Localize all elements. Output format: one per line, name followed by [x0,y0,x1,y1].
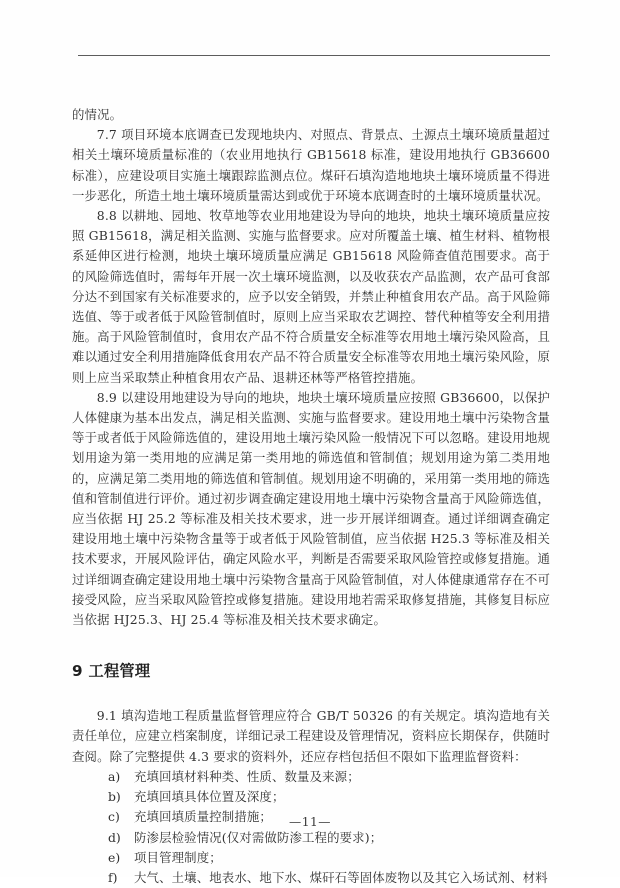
page-content [72,105,550,888]
list-item-label: 防渗层检验情况(仅对需做防渗工程的要求)； [134,829,383,845]
page-number: —11— [289,815,331,829]
paragraph-9-1: 9.1 填沟造地工程质量监督管理应符合 GB/T 50326 的有关规定。填沟造地有关责任单位，应建立档案制度，详细记录工程建设及管理情况，资料应长期保存，供随时查阅。除了完整提供 4.3 要求的资料外，还应存档包括但不限如下监理监督资料： [72,708,550,764]
list-item-marker: c) [108,809,120,825]
list-item [72,767,550,787]
list-item-marker: d) [108,829,121,845]
section-heading-9: 9 工程管理 [72,662,151,681]
heading-spacer-top [72,630,550,660]
list-item-label: 项目管理制度； [134,849,222,865]
list-item-label: 大气、土壤、地表水、地下水、煤矸石等固体废物以及其它入场试剂、材料 [134,869,548,885]
list-item [72,868,550,888]
paragraph-8-8: 8.8 以耕地、园地、牧草地等农业用地建设为导向的地块，地块土壤环境质量应按照 GB15618，满足相关监测、实施与监督要求。应对所覆盖土壤、植生材料、植物根系延伸区进行检测，地块土壤环境质量应满足 GB15618 风险筛查值范围要求。高于的风险筛选值时，需每年开展一次土壤环境监测，以及收获农产品监测，农产品可食部分达不到国家有关标准要求的，应予以安全销毁，并禁止种植食用农产品。高于风险筛选值、等于或者低于风险管制值时，原则上应当采取农艺调控、替代种植等安全利用措施。高于风险管制值时，食用农产品不符合质量安全标准等农用地土壤污染风险高，且难以通过安全利用措施降低食用农产品不符合质量安全标准等农用地土壤污染风险，原则上应当采取禁止种植食用农产品、退耕还林等严格管控措施。 [72,208,550,385]
list-item [72,848,550,868]
list-item [72,828,550,848]
list-item-marker: a) [108,768,121,784]
list-item-label: 充填回填材料种类、性质、数量及来源； [134,768,360,784]
list-item-label: 充填回填质量控制措施； [134,809,272,825]
paragraph-continuation: 的情况。 [72,107,123,122]
page-header-rule [78,55,550,56]
list-item-marker: f) [108,869,118,885]
heading-spacer-bottom [72,682,550,706]
list-item-marker: b) [108,789,121,805]
list-item [72,787,550,807]
list-item-marker: e) [108,849,121,865]
paragraph-8-9: 8.9 以建设用地建设为导向的地块，地块土壤环境质量应按照 GB36600，以保护人体健康为基本出发点，满足相关监测、实施与监督要求。建设用地土壤中污染物含量等于或者低于风险筛选值的，建设用地土壤污染风险一般情况下可以忽略。建设用地规划用途为第一类用地的应满足第一类用地的筛选值和管制值；规划用途为第二类用地的，应满足第二类用地的筛选值和管制值。规划用途不明确的，采用第一类用地的筛选值和管制值进行评价。通过初步调查确定建设用地土壤中污染物含量高于风险筛选值，应当依据 HJ 25.2 等标准及相关技术要求，进一步开展详细调查。通过详细调查确定建设用地土壤中污染物含量等于或者低于风险管制值，应当依据 H25.3 等标准及相关技术要求，开展风险评估，确定风险水平，判断是否需要采取风险管控或修复措施。通过详细调查确定建设用地土壤中污染物含量高于风险管制值，对人体健康通常存在不可接受风险，应当采取风险管控或修复措施。建设用地若需采取修复措施，其修复目标应当依据 HJ25.3、HJ 25.4 等标准及相关技术要求确定。 [72,389,550,628]
list-item-label: 充填回填具体位置及深度； [134,789,285,805]
paragraph-7-7: 7.7 项目环境本底调查已发现地块内、对照点、背景点、土源点土壤环境质量超过相关土壤环境质量标准的（农业用地执行 GB15618 标准，建设用地执行 GB36600 标准），应建设项目实施土壤跟踪监测点位。煤矸石填沟造地地块土壤环境质量不得进一步恶化，所造土地土壤环境质量需达到或优于环境本底调查时的土壤环境质量状况。 [72,127,550,203]
